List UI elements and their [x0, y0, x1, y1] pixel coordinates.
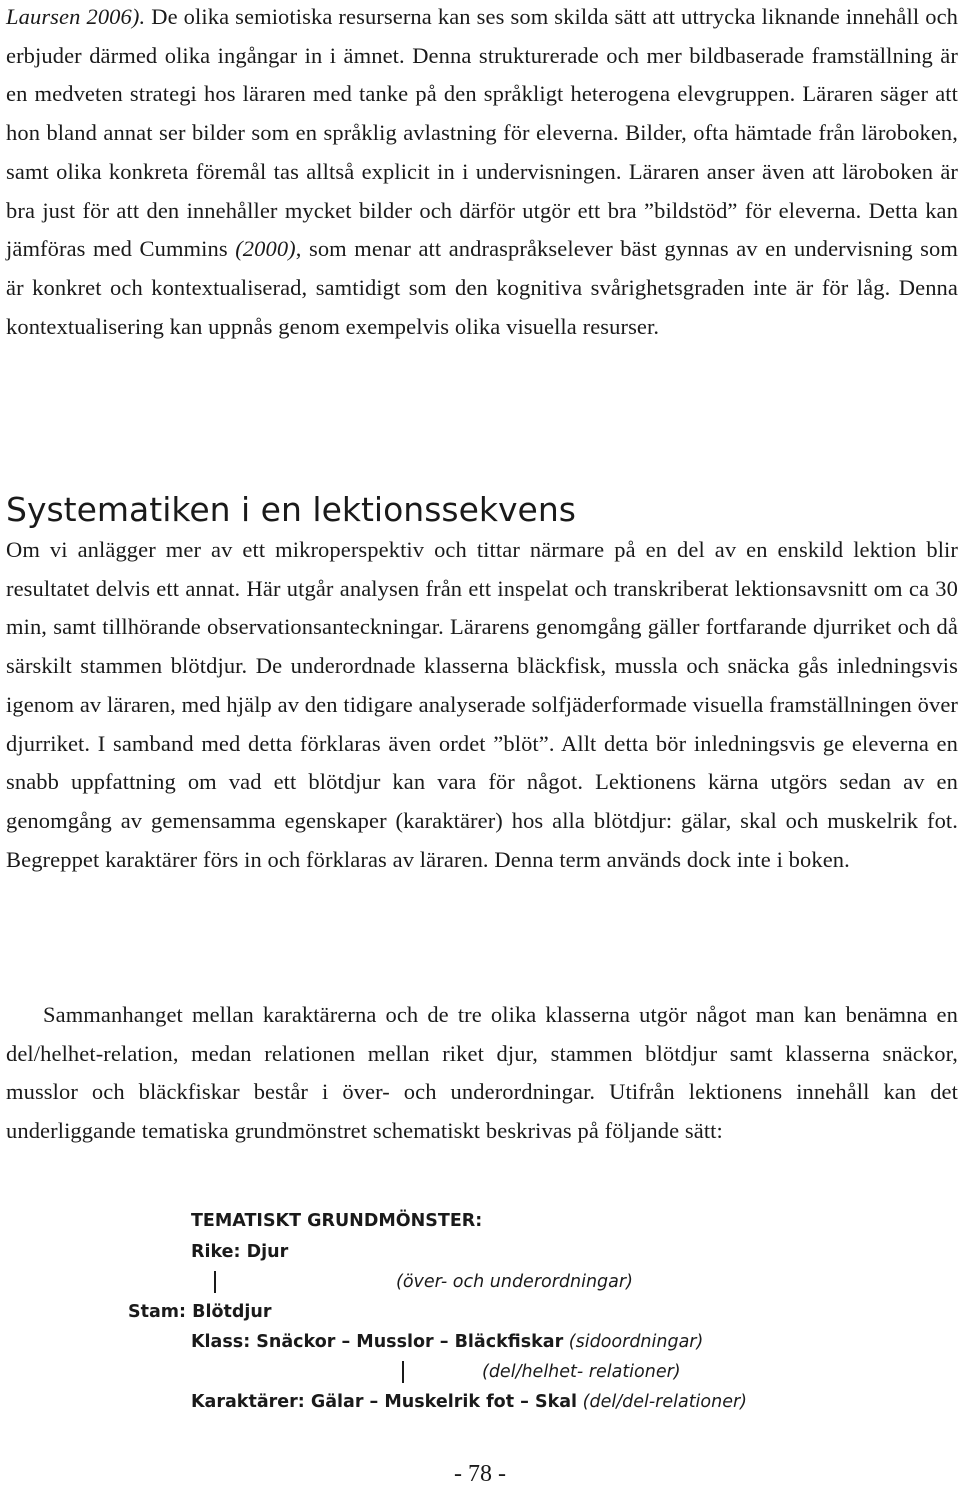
- page-number: - 78 -: [454, 1461, 506, 1487]
- paragraph-1-text: De olika semiotiska resurserna kan ses som skilda sätt att uttrycka liknande innehåll och erbjuder därmed olika ingångar in i ämnet. Denna strukturerade och mer bildbaserade framställning är en medveten strategi hos läraren med tanke på den språkligt heterogena elevgruppen. Läraren säger att hon bland annat ser bilder som en språklig avlastning för eleverna. Bilder, ofta hämtade från läroboken, samt olika konkreta föremål tas alltså explicit in i undervisningen. Läraren anser även att läroboken är bra just för att den innehåller mycket bilder och därför utgör ett bra ”bildstöd” för eleverna. Detta kan jämföras med Cummins: [6, 4, 959, 262]
- schema-klass-row: [191, 1327, 703, 1357]
- paragraph-3: [6, 996, 958, 1151]
- schema-del-del-note: (del/del-relationer): [582, 1392, 748, 1412]
- schema-karaktarer-row: [191, 1387, 747, 1417]
- schema-del-helhet-note: (del/helhet- relationer): [482, 1362, 681, 1382]
- schema-connector-1: [214, 1271, 216, 1293]
- schema-connector-2: [402, 1361, 404, 1383]
- schema-klass: Klass: Snäckor – Musslor – Bläckfiskar: [191, 1332, 564, 1352]
- citation-fragment: Laursen 2006).: [6, 4, 146, 29]
- paragraph-1: [6, 0, 958, 346]
- schema-karaktarer: Karaktärer: Gälar – Muskelrik fot – Skal: [191, 1392, 578, 1412]
- section-heading: Systematiken i en lektionssekvens: [6, 490, 576, 529]
- paragraph-1-rest: , som menar att andraspråkselever bäst gynnas av en undervisning som är konkret och kontextualiserad, samtidigt som den kognitiva svårighetsgraden inte är för låg. Denna kontextualisering kan uppnås genom exempelvis olika visuella resurser.: [6, 236, 958, 339]
- schema-stam: Stam: Blötdjur: [128, 1302, 272, 1322]
- schema-over-under-note: (över- och underordningar): [396, 1272, 633, 1292]
- citation-year: (2000): [235, 236, 296, 262]
- schema-sidoordning-note: (sidoordningar): [568, 1332, 704, 1352]
- schema-rike: Rike: Djur: [191, 1242, 289, 1262]
- schema-title: TEMATISKT GRUNDMÖNSTER:: [191, 1211, 483, 1231]
- paragraph-2-text: Om vi anlägger mer av ett mikroperspektiv och tittar närmare på en del av en enskild lektion blir resultatet delvis ett annat. Här utgår analysen från ett inspelat och transkriberat lektionsavsnitt om ca 30 min, samt tillhörande observationsanteckningar. Lärarens genomgång gäller fortfarande djurriket och då särskilt stammen blötdjur. De underordnade klasserna bläckfisk, mussla och snäcka gås inledningsvis igenom av läraren, med hjälp av den tidigare analyserade solfjäderformade visuella framställningen över djurriket. I samband med detta förklaras även ordet ”blöt”. Allt detta bör inledningsvis ge eleverna en snabb uppfattning om vad ett blötdjur kan vara för något. Lektionens kärna utgörs sedan av en genomgång av gemensamma egenskaper (karaktärer) hos alla blötdjur: gälar, skal och muskelrik fot. Begreppet karaktärer förs in och förklaras av läraren. Denna term används dock inte i boken.: [6, 537, 958, 872]
- paragraph-3-text: Sammanhanget mellan karaktärerna och de tre olika klasserna utgör något man kan benämna en del/helhet-relation, medan relationen mellan riket djur, stammen blötdjur samt klasserna snäckor, musslor och bläckfiskar består i över- och underordningar. Utifrån lektionens innehåll kan det underliggande tematiska grundmönstret schematiskt beskrivas på följande sätt:: [6, 1002, 958, 1144]
- paragraph-2: [6, 531, 958, 879]
